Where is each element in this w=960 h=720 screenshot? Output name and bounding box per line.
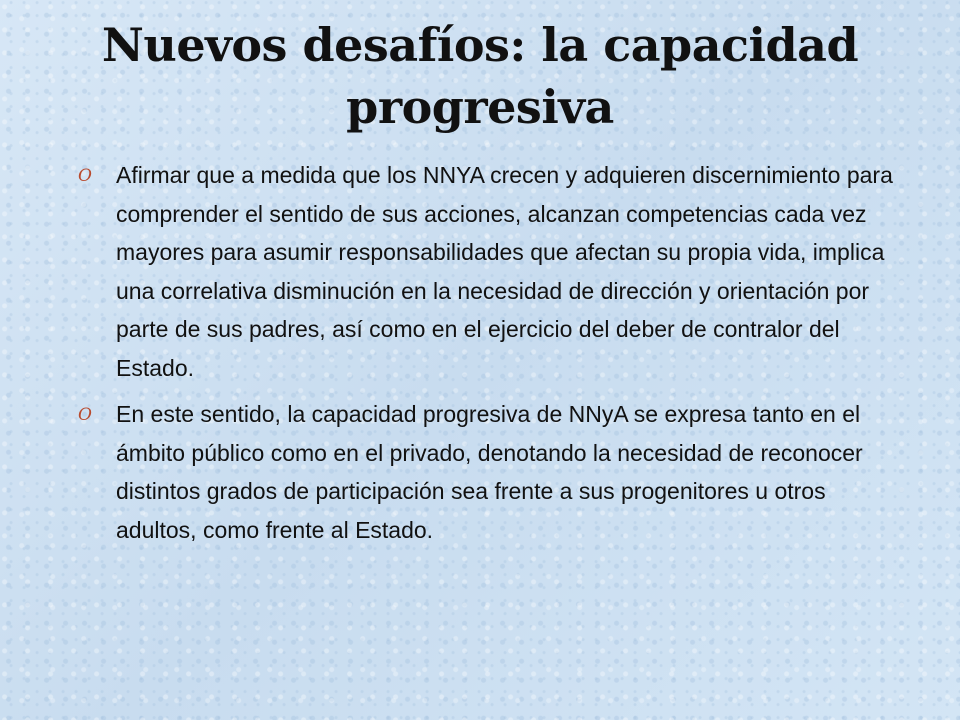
bullet-marker-icon: O <box>78 166 92 186</box>
slide-title: Nuevos desafíos: la capacidad progresiva <box>101 18 859 134</box>
bullet-marker-icon: O <box>78 405 92 425</box>
bullet-text: En este sentido, la capacidad progresiva de NNyA se expresa tanto en el ámbito público como en el privado, denotando la necesidad de reconocer distintos grados de participación sea frente a sus progenitores u otros adultos, como frente al Estado. <box>116 401 863 543</box>
bullet-list <box>78 156 898 557</box>
list-item <box>78 395 898 549</box>
bullet-text: Afirmar que a medida que los NNYA crecen y adquieren discernimiento para comprender el sentido de sus acciones, alcanzan competencias cada vez mayores para asumir responsabilidades que afectan su propia vida, implica una correlativa disminución en la necesidad de dirección y orientación por parte de sus padres, así como en el ejercicio del deber de contralor del Estado. <box>116 162 893 381</box>
list-item <box>78 156 898 387</box>
